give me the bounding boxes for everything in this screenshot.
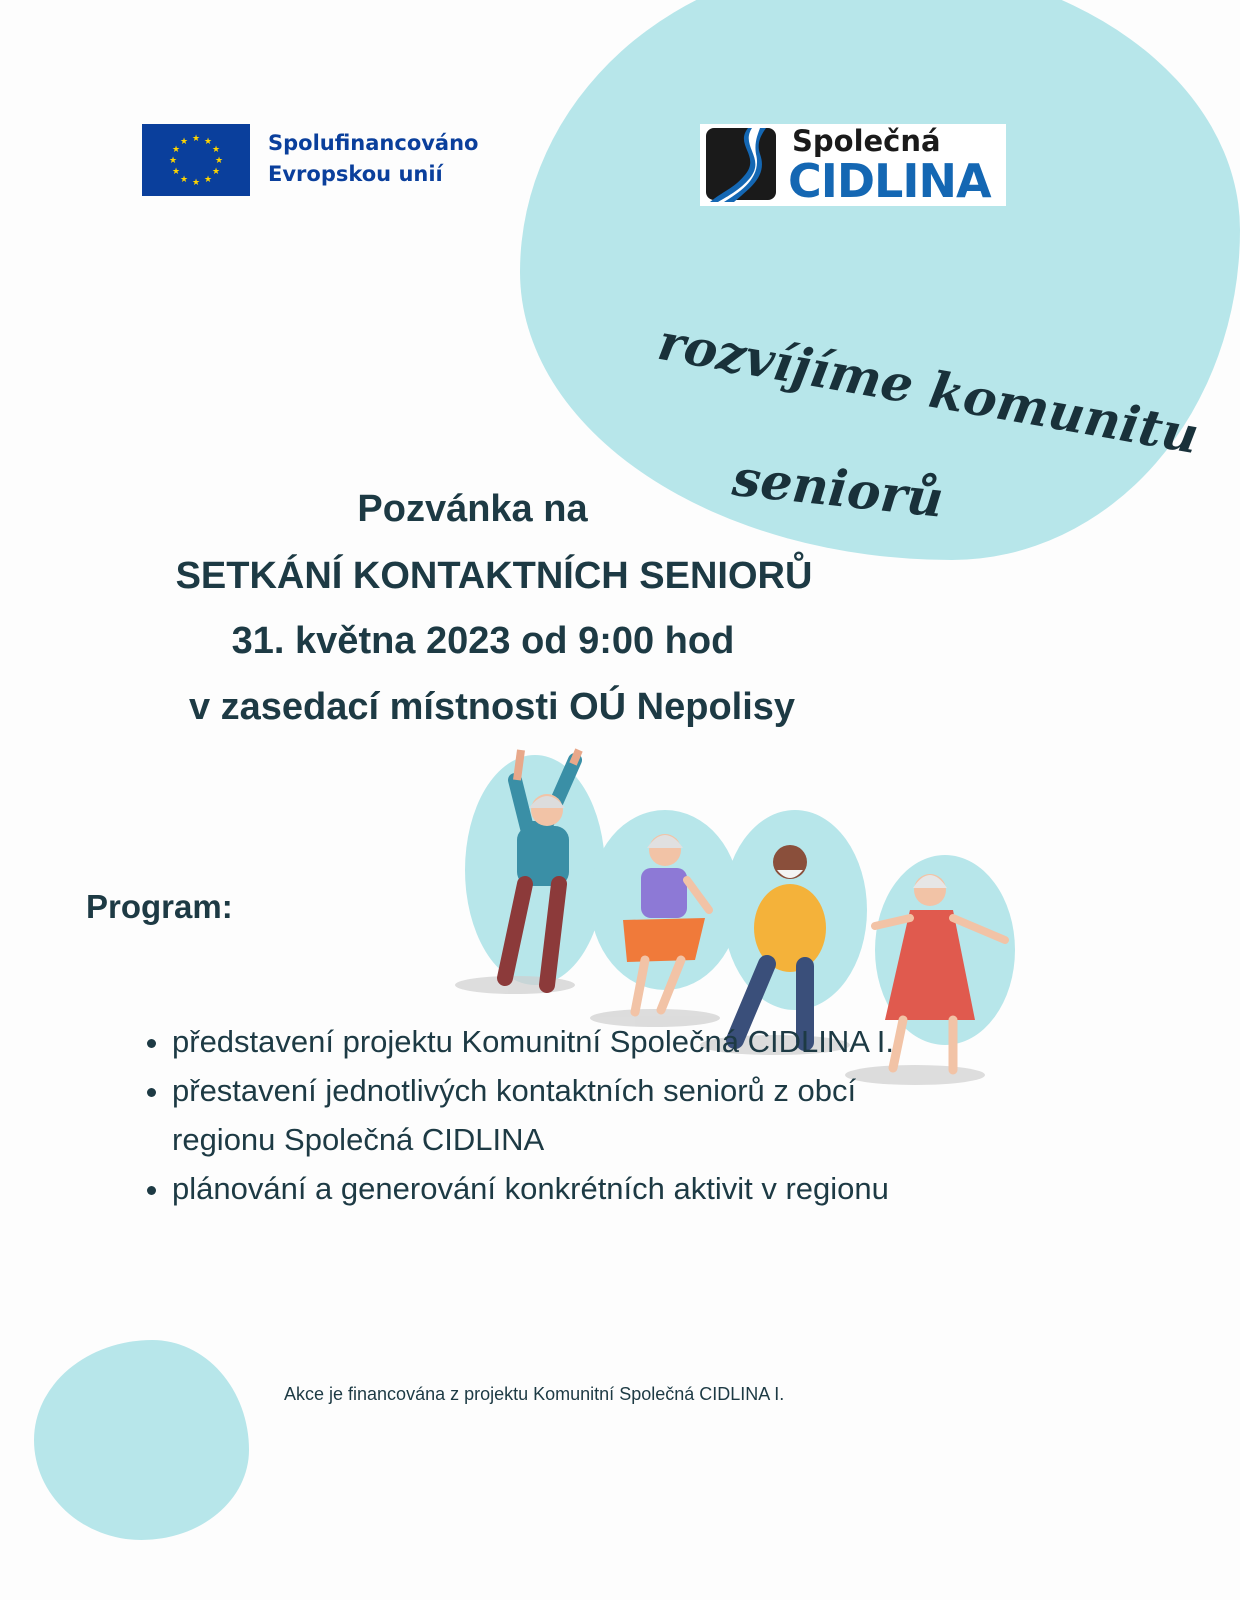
event-name: SETKÁNÍ KONTAKTNÍCH SENIORŮ xyxy=(175,555,813,597)
svg-text:★: ★ xyxy=(179,137,189,147)
svg-text:★: ★ xyxy=(191,134,201,144)
logo-word-cidlina: CIDLINA xyxy=(788,154,991,208)
svg-text:★: ★ xyxy=(168,156,178,166)
svg-text:★: ★ xyxy=(191,178,201,188)
eu-flag-icon xyxy=(142,124,250,196)
invitation-title: Pozvánka na xyxy=(357,488,588,530)
program-list xyxy=(140,1017,900,1213)
program-heading: Program: xyxy=(86,888,233,925)
svg-text:★: ★ xyxy=(214,156,224,166)
cidlina-wave-icon xyxy=(704,126,784,204)
svg-text:★: ★ xyxy=(171,145,181,155)
svg-text:★: ★ xyxy=(211,145,221,155)
svg-text:★: ★ xyxy=(211,167,221,177)
decorative-blob-bottom xyxy=(34,1340,249,1540)
svg-text:★: ★ xyxy=(171,167,181,177)
eu-cofinancing-text xyxy=(268,128,478,190)
eu-text-line1: Spolufinancováno xyxy=(268,131,479,155)
program-item: přestavení jednotlivých kontaktních seniorů z obcí regionu Společná CIDLINA xyxy=(140,1066,900,1164)
program-item: představení projektu Komunitní Společná CIDLINA I. xyxy=(140,1017,900,1066)
slogan-line1: rozvíjíme komunitu xyxy=(653,312,1204,466)
eu-text-line2: Evropskou unií xyxy=(268,162,443,186)
svg-text:★: ★ xyxy=(203,175,213,185)
spolecna-cidlina-logo xyxy=(700,124,1006,206)
event-date-time: 31. května 2023 od 9:00 hod xyxy=(231,620,735,662)
program-item: plánování a generování konkrétních aktivit v regionu xyxy=(140,1164,900,1213)
logo-word-spolecna: Společná xyxy=(792,124,941,158)
svg-text:★: ★ xyxy=(203,137,213,147)
slogan-line2: seniorů xyxy=(729,448,947,529)
funding-note: Akce je financována z projektu Komunitní Společná CIDLINA I. xyxy=(284,1384,785,1404)
svg-text:★: ★ xyxy=(179,175,189,185)
event-location: v zasedací místnosti OÚ Nepolisy xyxy=(188,686,796,728)
